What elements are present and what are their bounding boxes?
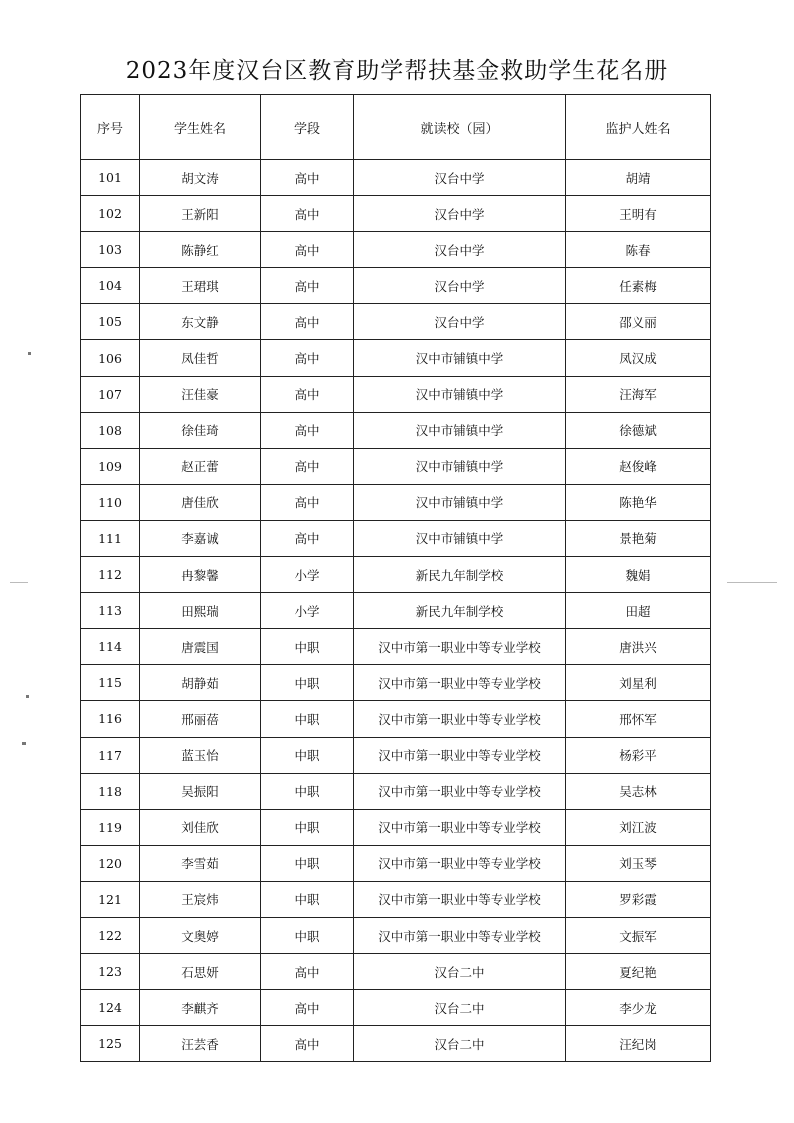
cell-serial-no: 123 — [81, 954, 140, 990]
cell-school: 新民九年制学校 — [354, 593, 566, 629]
cell-school: 汉中市铺镇中学 — [354, 448, 566, 484]
cell-serial-no: 103 — [81, 232, 140, 268]
cell-school: 汉中市第一职业中等专业学校 — [354, 665, 566, 701]
table-row — [81, 520, 711, 556]
scan-mark — [727, 582, 777, 583]
table-row — [81, 809, 711, 845]
cell-student-name: 邢丽蓓 — [140, 701, 261, 737]
cell-student-name: 陈静红 — [140, 232, 261, 268]
table-row — [81, 629, 711, 665]
cell-guardian-name: 徐德斌 — [566, 412, 711, 448]
cell-serial-no: 119 — [81, 809, 140, 845]
table-row — [81, 881, 711, 917]
cell-school-level: 中职 — [261, 773, 354, 809]
cell-guardian-name: 魏娟 — [566, 557, 711, 593]
cell-serial-no: 102 — [81, 196, 140, 232]
cell-serial-no: 114 — [81, 629, 140, 665]
cell-serial-no: 110 — [81, 484, 140, 520]
cell-school-level: 高中 — [261, 340, 354, 376]
cell-school-level: 高中 — [261, 954, 354, 990]
cell-school: 汉中市铺镇中学 — [354, 484, 566, 520]
cell-school-level: 中职 — [261, 917, 354, 953]
cell-school-level: 高中 — [261, 412, 354, 448]
cell-school: 汉台中学 — [354, 160, 566, 196]
cell-school: 汉中市第一职业中等专业学校 — [354, 773, 566, 809]
cell-school-level: 高中 — [261, 304, 354, 340]
cell-guardian-name: 陈春 — [566, 232, 711, 268]
table-row — [81, 665, 711, 701]
cell-school: 汉台二中 — [354, 954, 566, 990]
cell-school-level: 小学 — [261, 593, 354, 629]
cell-serial-no: 121 — [81, 881, 140, 917]
table-row — [81, 376, 711, 412]
table-row — [81, 484, 711, 520]
cell-school: 汉中市第一职业中等专业学校 — [354, 809, 566, 845]
cell-school: 汉中市铺镇中学 — [354, 520, 566, 556]
page-title: 2023年度汉台区教育助学帮扶基金救助学生花名册 — [125, 58, 669, 84]
cell-student-name: 刘佳欣 — [140, 809, 261, 845]
cell-student-name: 胡静茹 — [140, 665, 261, 701]
cell-serial-no: 122 — [81, 917, 140, 953]
cell-serial-no: 111 — [81, 520, 140, 556]
cell-school: 汉台中学 — [354, 232, 566, 268]
cell-guardian-name: 夏纪艳 — [566, 954, 711, 990]
cell-student-name: 冉黎馨 — [140, 557, 261, 593]
cell-guardian-name: 邢怀军 — [566, 701, 711, 737]
cell-guardian-name: 刘玉琴 — [566, 845, 711, 881]
header-serial-no: 序号 — [81, 95, 140, 160]
scan-mark — [10, 582, 28, 583]
scan-mark — [28, 352, 31, 355]
cell-school-level: 高中 — [261, 990, 354, 1026]
cell-student-name: 李嘉诚 — [140, 520, 261, 556]
table-row — [81, 304, 711, 340]
cell-serial-no: 105 — [81, 304, 140, 340]
cell-school-level: 高中 — [261, 196, 354, 232]
cell-school-level: 高中 — [261, 484, 354, 520]
cell-school-level: 高中 — [261, 376, 354, 412]
cell-student-name: 东文静 — [140, 304, 261, 340]
cell-student-name: 汪芸香 — [140, 1026, 261, 1062]
cell-student-name: 李雪茹 — [140, 845, 261, 881]
cell-school-level: 中职 — [261, 809, 354, 845]
cell-guardian-name: 邵义丽 — [566, 304, 711, 340]
cell-serial-no: 106 — [81, 340, 140, 376]
cell-school: 汉台中学 — [354, 196, 566, 232]
student-roster-table — [80, 94, 711, 1062]
cell-student-name: 胡文涛 — [140, 160, 261, 196]
cell-guardian-name: 景艳菊 — [566, 520, 711, 556]
cell-guardian-name: 刘星利 — [566, 665, 711, 701]
cell-school: 汉台中学 — [354, 268, 566, 304]
cell-student-name: 凤佳哲 — [140, 340, 261, 376]
cell-serial-no: 104 — [81, 268, 140, 304]
header-guardian-name: 监护人姓名 — [566, 95, 711, 160]
cell-school-level: 中职 — [261, 845, 354, 881]
cell-student-name: 王珺琪 — [140, 268, 261, 304]
cell-student-name: 石思妍 — [140, 954, 261, 990]
cell-school: 汉中市第一职业中等专业学校 — [354, 737, 566, 773]
cell-school: 汉中市铺镇中学 — [354, 376, 566, 412]
cell-school-level: 中职 — [261, 665, 354, 701]
cell-student-name: 徐佳琦 — [140, 412, 261, 448]
cell-serial-no: 117 — [81, 737, 140, 773]
cell-school-level: 高中 — [261, 160, 354, 196]
cell-school: 汉台中学 — [354, 304, 566, 340]
table-row — [81, 917, 711, 953]
cell-student-name: 文奥婷 — [140, 917, 261, 953]
cell-school: 汉中市铺镇中学 — [354, 340, 566, 376]
cell-guardian-name: 任素梅 — [566, 268, 711, 304]
cell-student-name: 田熙瑞 — [140, 593, 261, 629]
cell-serial-no: 116 — [81, 701, 140, 737]
table-row — [81, 268, 711, 304]
cell-school-level: 高中 — [261, 232, 354, 268]
cell-student-name: 李麒齐 — [140, 990, 261, 1026]
cell-serial-no: 112 — [81, 557, 140, 593]
cell-guardian-name: 田超 — [566, 593, 711, 629]
cell-school-level: 高中 — [261, 448, 354, 484]
cell-guardian-name: 李少龙 — [566, 990, 711, 1026]
table-row — [81, 773, 711, 809]
cell-school-level: 高中 — [261, 520, 354, 556]
table-row — [81, 448, 711, 484]
cell-serial-no: 120 — [81, 845, 140, 881]
cell-guardian-name: 凤汉成 — [566, 340, 711, 376]
cell-guardian-name: 文振军 — [566, 917, 711, 953]
cell-guardian-name: 赵俊峰 — [566, 448, 711, 484]
cell-guardian-name: 唐洪兴 — [566, 629, 711, 665]
table-row — [81, 593, 711, 629]
cell-school-level: 中职 — [261, 629, 354, 665]
cell-guardian-name: 胡靖 — [566, 160, 711, 196]
cell-student-name: 王新阳 — [140, 196, 261, 232]
table-row — [81, 160, 711, 196]
cell-serial-no: 107 — [81, 376, 140, 412]
cell-school-level: 中职 — [261, 737, 354, 773]
cell-serial-no: 108 — [81, 412, 140, 448]
cell-student-name: 吴振阳 — [140, 773, 261, 809]
table-row — [81, 954, 711, 990]
cell-school: 汉中市铺镇中学 — [354, 412, 566, 448]
scan-mark — [22, 742, 26, 745]
cell-guardian-name: 王明有 — [566, 196, 711, 232]
cell-school: 汉中市第一职业中等专业学校 — [354, 629, 566, 665]
table-row — [81, 196, 711, 232]
cell-guardian-name: 汪纪岗 — [566, 1026, 711, 1062]
table-body — [81, 160, 711, 1062]
cell-serial-no: 124 — [81, 990, 140, 1026]
table-row — [81, 557, 711, 593]
header-school-level: 学段 — [261, 95, 354, 160]
cell-guardian-name: 吴志林 — [566, 773, 711, 809]
cell-school-level: 中职 — [261, 701, 354, 737]
scan-mark — [26, 695, 29, 698]
table-row — [81, 412, 711, 448]
cell-student-name: 蓝玉怡 — [140, 737, 261, 773]
cell-school-level: 小学 — [261, 557, 354, 593]
cell-student-name: 唐佳欣 — [140, 484, 261, 520]
cell-serial-no: 113 — [81, 593, 140, 629]
header-school: 就读校（园） — [354, 95, 566, 160]
cell-guardian-name: 罗彩霞 — [566, 881, 711, 917]
cell-guardian-name: 陈艳华 — [566, 484, 711, 520]
table-row — [81, 232, 711, 268]
cell-student-name: 赵正蕾 — [140, 448, 261, 484]
header-student-name: 学生姓名 — [140, 95, 261, 160]
cell-school: 汉中市第一职业中等专业学校 — [354, 845, 566, 881]
cell-school-level: 中职 — [261, 881, 354, 917]
cell-school-level: 高中 — [261, 1026, 354, 1062]
cell-serial-no: 125 — [81, 1026, 140, 1062]
cell-school: 汉中市第一职业中等专业学校 — [354, 701, 566, 737]
cell-serial-no: 109 — [81, 448, 140, 484]
table-header — [81, 95, 711, 160]
table-row — [81, 990, 711, 1026]
header-row — [81, 95, 711, 160]
cell-guardian-name: 刘江波 — [566, 809, 711, 845]
cell-school: 新民九年制学校 — [354, 557, 566, 593]
cell-serial-no: 101 — [81, 160, 140, 196]
cell-student-name: 唐震国 — [140, 629, 261, 665]
cell-serial-no: 115 — [81, 665, 140, 701]
cell-guardian-name: 汪海军 — [566, 376, 711, 412]
cell-school: 汉台二中 — [354, 1026, 566, 1062]
table-row — [81, 340, 711, 376]
cell-serial-no: 118 — [81, 773, 140, 809]
table-row — [81, 737, 711, 773]
cell-school: 汉台二中 — [354, 990, 566, 1026]
cell-student-name: 王宸炜 — [140, 881, 261, 917]
cell-school: 汉中市第一职业中等专业学校 — [354, 917, 566, 953]
cell-school: 汉中市第一职业中等专业学校 — [354, 881, 566, 917]
cell-guardian-name: 杨彩平 — [566, 737, 711, 773]
table-row — [81, 1026, 711, 1062]
cell-student-name: 汪佳豪 — [140, 376, 261, 412]
cell-school-level: 高中 — [261, 268, 354, 304]
table-row — [81, 701, 711, 737]
table-row — [81, 845, 711, 881]
